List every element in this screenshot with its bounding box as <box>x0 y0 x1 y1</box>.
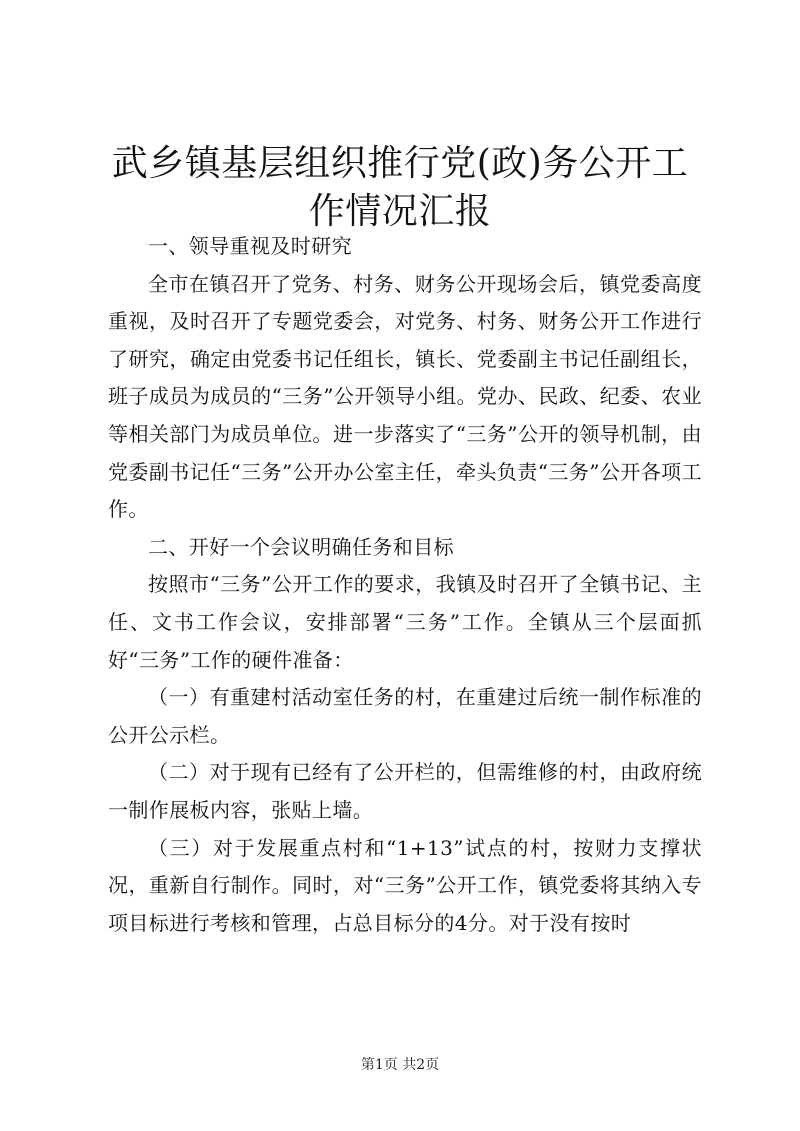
list-item-1: （一）有重建村活动室任务的村，在重建过后统一制作标准的公开公示栏。 <box>108 685 702 747</box>
section-heading-2: 二、开好一个会议明确任务和目标 <box>148 534 454 559</box>
body-paragraph-2: 按照市“三务”公开工作的要求，我镇及时召开了全镇书记、主任、文书工作会议，安排部署“三务”工作。全镇从三个层面抓好“三务”工作的硬件准备： <box>108 572 702 672</box>
list-item-3: （三）对于发展重点村和“1+13”试点的村，按财力支撑状况，重新自行制作。同时，对“三务”公开工作，镇党委将其纳入专项目标进行考核和管理，占总目标分的4分。对于没有按时 <box>108 835 702 935</box>
list-item-2: （二）对于现有已经有了公开栏的，但需维修的村，由政府统一制作展板内容，张贴上墙。 <box>108 760 702 822</box>
document-body <box>108 228 702 942</box>
body-paragraph-1: 全市在镇召开了党务、村务、财务公开现场会后，镇党委高度重视，及时召开了专题党委会，对党务、村务、财务公开工作进行了研究，确定由党委书记任组长，镇长、党委副主书记任副组长，班子成员为成员的“三务”公开领导小组。党办、民政、纪委、农业等相关部门为成员单位。进一步落实了“三务”公开的领导机制，由党委副书记任“三务”公开办公室主任，牵头负责“三务”公开各项工作。 <box>108 271 702 522</box>
document-title: 武乡镇基层组织推行党(政)务公开工作情况汇报 <box>111 143 689 232</box>
page-footer: 第1页 共2页 <box>360 1057 440 1073</box>
section-heading-1: 一、领导重视及时研究 <box>148 234 352 258</box>
